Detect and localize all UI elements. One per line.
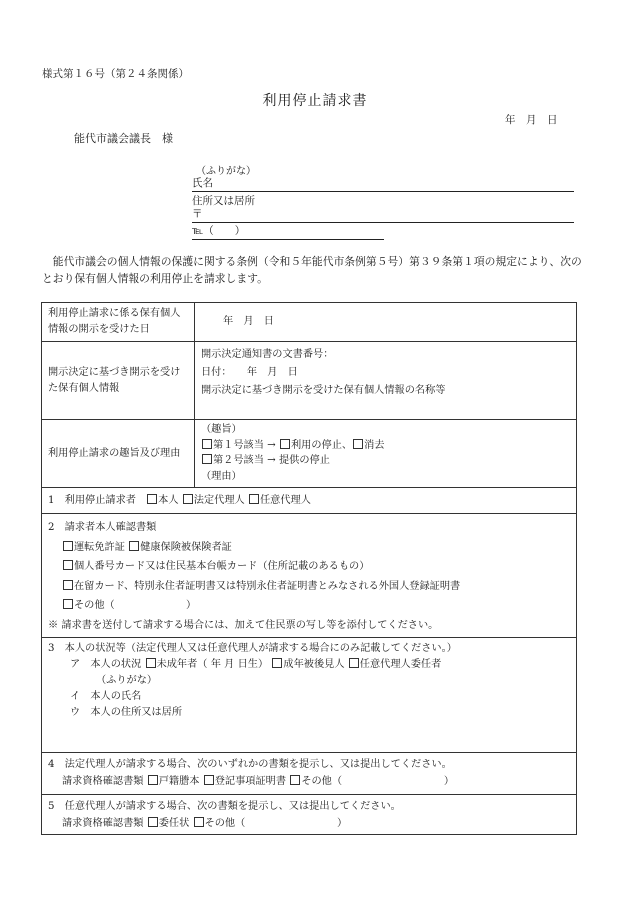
erase-checkbox[interactable]: [353, 439, 363, 449]
page-title: 利用停止請求書: [262, 93, 368, 109]
adult-ward-label: 成年被後見人: [283, 659, 345, 670]
addressee: 能代市議会議長 様: [74, 132, 173, 145]
address-label: 住所又は居所: [192, 195, 255, 207]
voluntary-agent-checkbox[interactable]: [249, 494, 259, 504]
reason-heading: （理由）: [201, 470, 242, 482]
section5-voluntary-agent: [42, 795, 577, 835]
form-number: 様式第１６号（第２４条関係）: [42, 68, 189, 80]
info-name-label: 開示決定に基づき開示を受けた保有個人情報の名称等: [201, 385, 446, 396]
registry-cert-checkbox[interactable]: [204, 775, 214, 785]
name-field[interactable]: [192, 176, 574, 192]
document-number-label: 開示決定通知書の文書番号：: [201, 349, 334, 360]
self-checkbox[interactable]: [147, 494, 157, 504]
other-id-checkbox[interactable]: [63, 599, 73, 609]
section3-principal: [42, 638, 577, 753]
drivers-license-checkbox[interactable]: [63, 541, 73, 551]
adult-ward-checkbox[interactable]: [272, 658, 282, 668]
disclosure-date-field[interactable]: [195, 303, 577, 342]
section4-legal-agent: [42, 753, 577, 795]
residence-card-checkbox[interactable]: [63, 580, 73, 590]
purpose-reason-label: 利用停止請求の趣旨及び理由: [42, 420, 195, 488]
purpose-reason-field[interactable]: [195, 420, 577, 488]
legal-agent-label: 法定代理人: [193, 494, 245, 506]
delegator-checkbox[interactable]: [349, 658, 359, 668]
principal-address-label[interactable]: ウ 本人の住所又は居所: [70, 707, 183, 718]
family-register-checkbox[interactable]: [148, 775, 158, 785]
power-of-attorney-label: 委任状: [158, 818, 190, 829]
disclosed-info-label: 開示決定に基づき開示を受けた保有個人情報: [42, 342, 195, 420]
section5-title: 5 任意代理人が請求する場合、次の書類を提示し、又は提出してください。: [48, 801, 401, 812]
mynumber-card-checkbox[interactable]: [63, 560, 73, 570]
sec2-row4: [48, 596, 570, 616]
furigana-label: （ふりがな）: [196, 166, 256, 177]
tel-field[interactable]: [192, 224, 384, 240]
stop-use-checkbox[interactable]: [280, 439, 290, 449]
voluntary-agent-label: 任意代理人: [259, 494, 311, 506]
stop-use-label: 利用の停止、: [290, 439, 353, 451]
self-label: 本人: [158, 494, 179, 506]
sec5-other-label: その他（ ）: [204, 818, 348, 829]
legal-agent-checkbox[interactable]: [183, 494, 193, 504]
notice-date-label: 日付： 年 月 日: [201, 367, 298, 378]
section3-title: 3 本人の状況等（法定代理人又は任意代理人が請求する場合にのみ記載してください。）: [48, 643, 457, 654]
residence-card-label: 在留カード、特別永住者証明書又は特別永住者証明書とみなされる外国人登録証明書: [74, 580, 461, 592]
request-table: [41, 302, 577, 835]
health-insurance-label: 健康保険被保険者証: [140, 541, 232, 553]
disclosed-info-field[interactable]: [195, 342, 577, 420]
sec3-status-row: [48, 657, 570, 673]
other-id-label: その他（ ）: [74, 600, 197, 611]
postal-mark: 〒: [192, 208, 203, 220]
power-of-attorney-checkbox[interactable]: [148, 817, 158, 827]
disclosure-date-value: 年 月 日: [223, 316, 274, 327]
item1-row: [201, 438, 570, 454]
registry-cert-label: 登記事項証明書: [214, 776, 287, 787]
intro-paragraph: 能代市議会の個人情報の保護に関する条例（令和５年能代市条例第５号）第３９条第１項の規定により、次のとおり保有個人情報の利用停止を請求します。: [42, 255, 582, 285]
purpose-heading: （趣旨）: [201, 424, 242, 435]
sec5-docs-label: 請求資格確認書類: [62, 818, 144, 829]
section2-id-docs: [42, 514, 577, 638]
erase-label: 消去: [364, 439, 385, 451]
sec5-docs-row: [48, 815, 570, 832]
sec4-other-checkbox[interactable]: [290, 775, 300, 785]
mynumber-card-label: 個人番号カード又は住民基本台帳カード（住所記載のあるもの）: [74, 561, 370, 572]
address-field[interactable]: [192, 207, 574, 223]
item1-label: 第１号該当 →: [213, 439, 279, 451]
minor-label: 未成年者（ 年 月 日生）: [156, 659, 269, 670]
item2-row: [201, 453, 570, 469]
sec4-docs-row: [48, 773, 570, 790]
section1-requester: [42, 488, 577, 514]
disclosure-date-label: 利用停止請求に係る保有個人情報の開示を受けた日: [42, 303, 195, 342]
date-field[interactable]: 年 月 日: [505, 114, 558, 126]
sec5-other-checkbox[interactable]: [194, 817, 204, 827]
section2-title: 2 請求者本人確認書類: [48, 522, 157, 533]
sec2-note: ※ 請求書を送付して請求する場合には、加えて住民票の写し等を添付してください。: [48, 619, 439, 631]
item2-label: 第２号該当 → 提供の停止: [213, 455, 330, 466]
delegator-label: 任意代理人委任者: [359, 659, 442, 670]
name-label: 氏名: [192, 177, 213, 189]
principal-furigana: （ふりがな）: [96, 675, 158, 686]
tel-label: ℡（ ）: [192, 225, 246, 237]
sec2-row1: [48, 538, 570, 558]
minor-checkbox[interactable]: [146, 658, 156, 668]
sec2-row3: [48, 577, 570, 597]
principal-name-label[interactable]: イ 本人の氏名: [70, 691, 142, 702]
section1-title: 1 利用停止請求者: [48, 494, 136, 506]
sec4-other-label: その他（ ）: [301, 776, 455, 787]
sec2-row2: [48, 557, 570, 577]
item1-checkbox[interactable]: [202, 439, 212, 449]
item2-checkbox[interactable]: [202, 454, 212, 464]
drivers-license-label: 運転免許証: [74, 541, 125, 553]
health-insurance-checkbox[interactable]: [129, 541, 139, 551]
sec4-docs-label: 請求資格確認書類: [62, 776, 144, 787]
section4-title: 4 法定代理人が請求する場合、次のいずれかの書類を提示し、又は提出してください。: [48, 759, 452, 770]
principal-status-label: ア 本人の状況: [70, 659, 142, 670]
family-register-label: 戸籍謄本: [158, 776, 200, 787]
